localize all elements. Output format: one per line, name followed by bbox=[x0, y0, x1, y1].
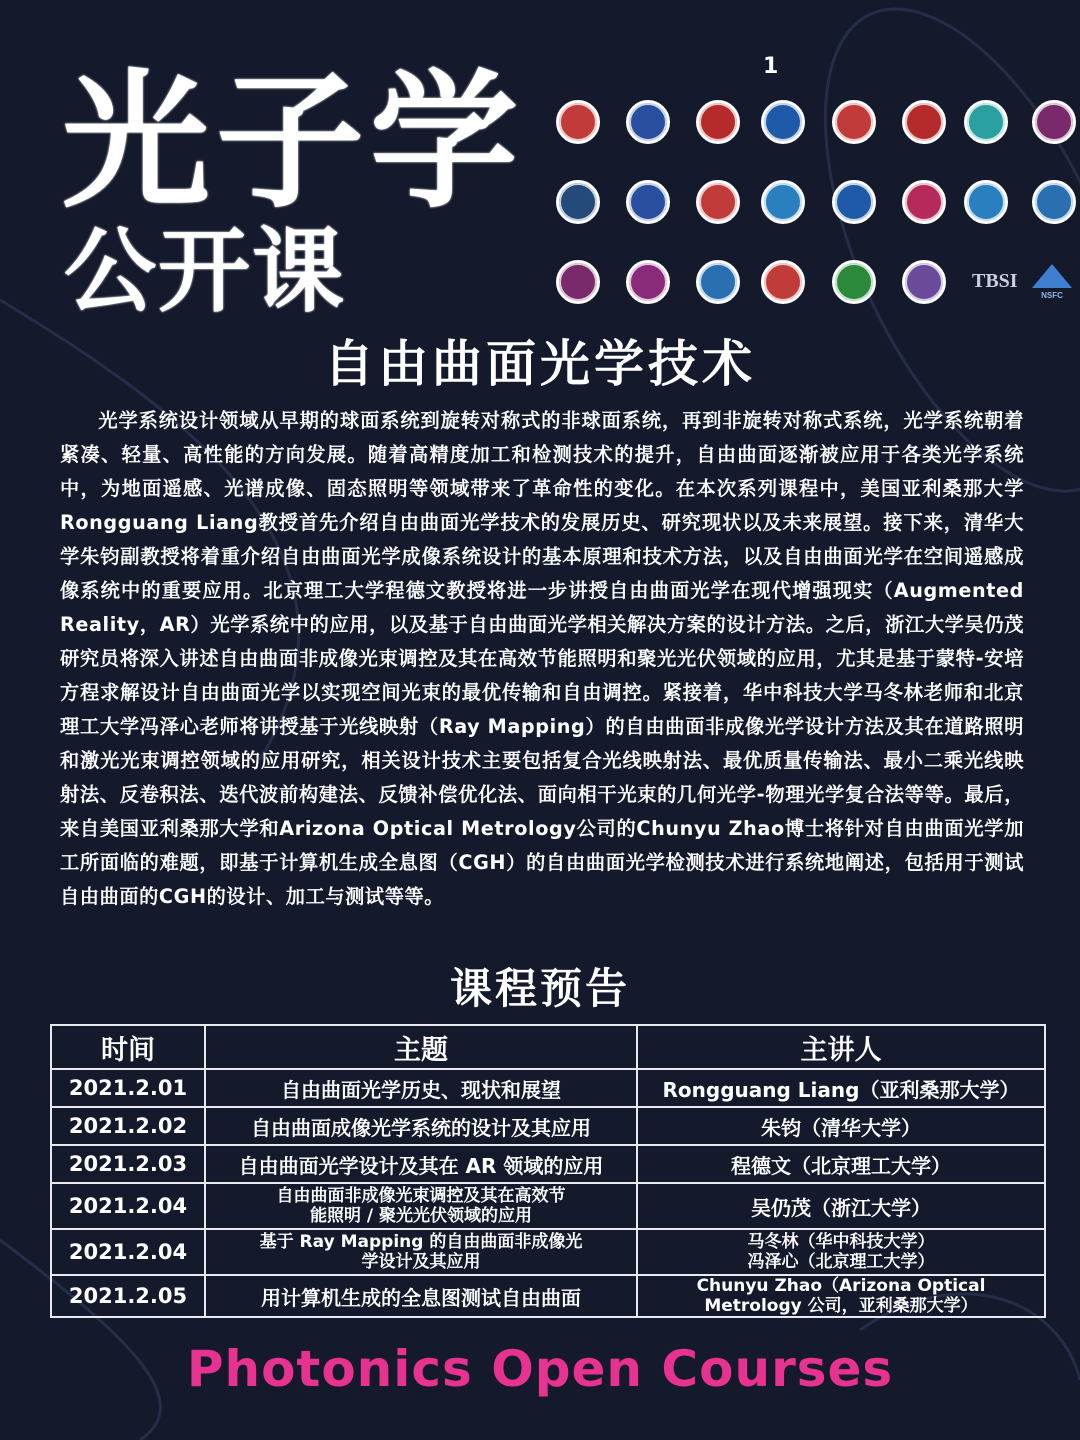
row-speaker: 朱钧（清华大学） bbox=[637, 1107, 1045, 1145]
nsfc-logo bbox=[1030, 260, 1074, 300]
svg-text:NSFC: NSFC bbox=[1041, 291, 1063, 300]
row-date: 2021.2.04 bbox=[51, 1229, 205, 1275]
university-seal-2-icon bbox=[626, 100, 670, 144]
university-seal-19-icon bbox=[696, 260, 740, 304]
intro-paragraph: 光学系统设计领域从早期的球面系统到旋转对称式的非球面系统，再到非旋转对称式系统，光学系统朝着紧凑、轻量、高性能的方向发展。随着高精度加工和检测技术的提升，自由曲面逐渐被应用于各类光学系统中，为地面遥感、光谱成像、固态照明等领域带来了革命性的变化。在本次系列课程中，美国亚利桑那大学Rongguang Liang教授首先介绍自由曲面光学技术的发展历史、研究现状以及未来展望。接下来，清华大学朱钧副教授将着重介绍自由曲面光学成像系统设计的基本原理和技术方法，以及自由曲面光学在空间遥感成像系统中的重要应用。北京理工大学程德文教授将进一步讲授自由曲面光学在现代增强现实（Augmented Reality，AR）光学系统中的应用，以及基于自由曲面光学相关解决方案的设计方法。之后，浙江大学吴仍茂研究员将深入讲述自由曲面非成像光束调控及其在高效节能照明和聚光光伏领域的应用，尤其是基于蒙特-安培方程求解设计自由曲面光学以实现空间光束的最优传输和自由调控。紧接着，华中科技大学马冬林老师和北京理工大学冯泽心老师将讲授基于光线映射（Ray Mapping）的自由曲面非成像光学设计方法及其在道路照明和激光光束调控领域的应用研究，相关设计技术主要包括复合光线映射法、最优质量传输法、最小二乘光线映射法、反卷积法、迭代波前构建法、反馈补偿优化法、面向相干光束的几何光学-物理光学复合法等等。最后，来自美国亚利桑那大学和Arizona Optical Metrology公司的Chunyu Zhao博士将针对自由曲面光学加工所面临的难题，即基于计算机生成全息图（CGH）的自由曲面光学检测技术进行系统地阐述，包括用于测试自由曲面的CGH的设计、加工与测试等等。 bbox=[60, 409, 1024, 908]
university-seal-6-icon bbox=[902, 100, 946, 144]
row-date: 2021.2.04 bbox=[51, 1183, 205, 1229]
row-topic-line1: 自由曲面非成像光束调控及其在高效节 bbox=[276, 1186, 566, 1206]
university-seal-11-icon bbox=[696, 180, 740, 224]
table-row bbox=[51, 1229, 1045, 1275]
university-seal-18-icon bbox=[626, 260, 670, 304]
header-topic: 主题 bbox=[205, 1025, 637, 1069]
row-topic-line2: 能照明 / 聚光光伏领域的应用 bbox=[309, 1206, 533, 1226]
row-speaker-line1: 马冬林（华中科技大学） bbox=[747, 1232, 935, 1252]
schedule-table bbox=[50, 1024, 1046, 1318]
header-time: 时间 bbox=[51, 1025, 205, 1069]
table-header-row bbox=[51, 1025, 1045, 1069]
course-introduction bbox=[60, 404, 1024, 914]
university-seal-4-icon bbox=[761, 100, 805, 144]
row-topic: 自由曲面光学历史、现状和展望 bbox=[205, 1069, 637, 1107]
university-seal-9-icon bbox=[556, 180, 600, 224]
table-row bbox=[51, 1069, 1045, 1107]
table-row bbox=[51, 1145, 1045, 1183]
row-speaker bbox=[637, 1275, 1045, 1317]
university-seal-3-icon bbox=[696, 100, 740, 144]
row-speaker: 程德文（北京理工大学） bbox=[637, 1145, 1045, 1183]
university-seal-22-icon bbox=[902, 260, 946, 304]
row-speaker-line1: Chunyu Zhao（Arizona Optical bbox=[696, 1276, 986, 1296]
university-seal-5-icon bbox=[832, 100, 876, 144]
row-speaker-line2: 冯泽心（北京理工大学） bbox=[747, 1252, 935, 1272]
row-date: 2021.2.02 bbox=[51, 1107, 205, 1145]
university-seal-8-icon bbox=[1032, 100, 1076, 144]
course-subtitle: 自由曲面光学技术 bbox=[324, 335, 756, 393]
university-seal-15-icon bbox=[964, 180, 1008, 224]
row-topic-line1: 基于 Ray Mapping 的自由曲面非成像光 bbox=[259, 1232, 583, 1252]
header-speaker: 主讲人 bbox=[637, 1025, 1045, 1069]
university-seal-16-icon bbox=[1032, 180, 1076, 224]
university-seal-7-icon bbox=[964, 100, 1008, 144]
tbsi-logo: TBSI bbox=[972, 270, 1018, 292]
main-title-line2: 公开课 bbox=[64, 218, 347, 325]
table-row bbox=[51, 1275, 1045, 1317]
university-seal-20-icon bbox=[761, 260, 805, 304]
row-date: 2021.2.03 bbox=[51, 1145, 205, 1183]
main-title: 光子学 bbox=[62, 56, 524, 228]
schedule-title: 课程预告 bbox=[449, 964, 630, 1013]
row-speaker-line2: Metrology 公司，亚利桑那大学） bbox=[704, 1296, 978, 1316]
row-topic: 用计算机生成的全息图测试自由曲面 bbox=[205, 1275, 637, 1317]
row-speaker: 吴仍茂（浙江大学） bbox=[637, 1183, 1045, 1229]
university-seal-13-icon bbox=[832, 180, 876, 224]
table-row bbox=[51, 1107, 1045, 1145]
university-seal-12-icon bbox=[761, 180, 805, 224]
university-seal-21-icon bbox=[832, 260, 876, 304]
row-topic: 自由曲面光学设计及其在 AR 领域的应用 bbox=[205, 1145, 637, 1183]
row-topic-line2: 学设计及其应用 bbox=[361, 1252, 481, 1272]
row-date: 2021.2.01 bbox=[51, 1069, 205, 1107]
corner-mark: 1 bbox=[763, 54, 779, 79]
university-seal-10-icon bbox=[626, 180, 670, 224]
row-speaker bbox=[637, 1229, 1045, 1275]
row-topic bbox=[205, 1229, 637, 1275]
row-speaker: Rongguang Liang（亚利桑那大学） bbox=[637, 1069, 1045, 1107]
university-seal-1-icon bbox=[556, 100, 600, 144]
footer-english-title: Photonics Open Courses bbox=[186, 1340, 894, 1398]
university-seal-17-icon bbox=[556, 260, 600, 304]
row-date: 2021.2.05 bbox=[51, 1275, 205, 1317]
university-seal-14-icon bbox=[902, 180, 946, 224]
table-row bbox=[51, 1183, 1045, 1229]
row-topic: 自由曲面成像光学系统的设计及其应用 bbox=[205, 1107, 637, 1145]
row-topic bbox=[205, 1183, 637, 1229]
